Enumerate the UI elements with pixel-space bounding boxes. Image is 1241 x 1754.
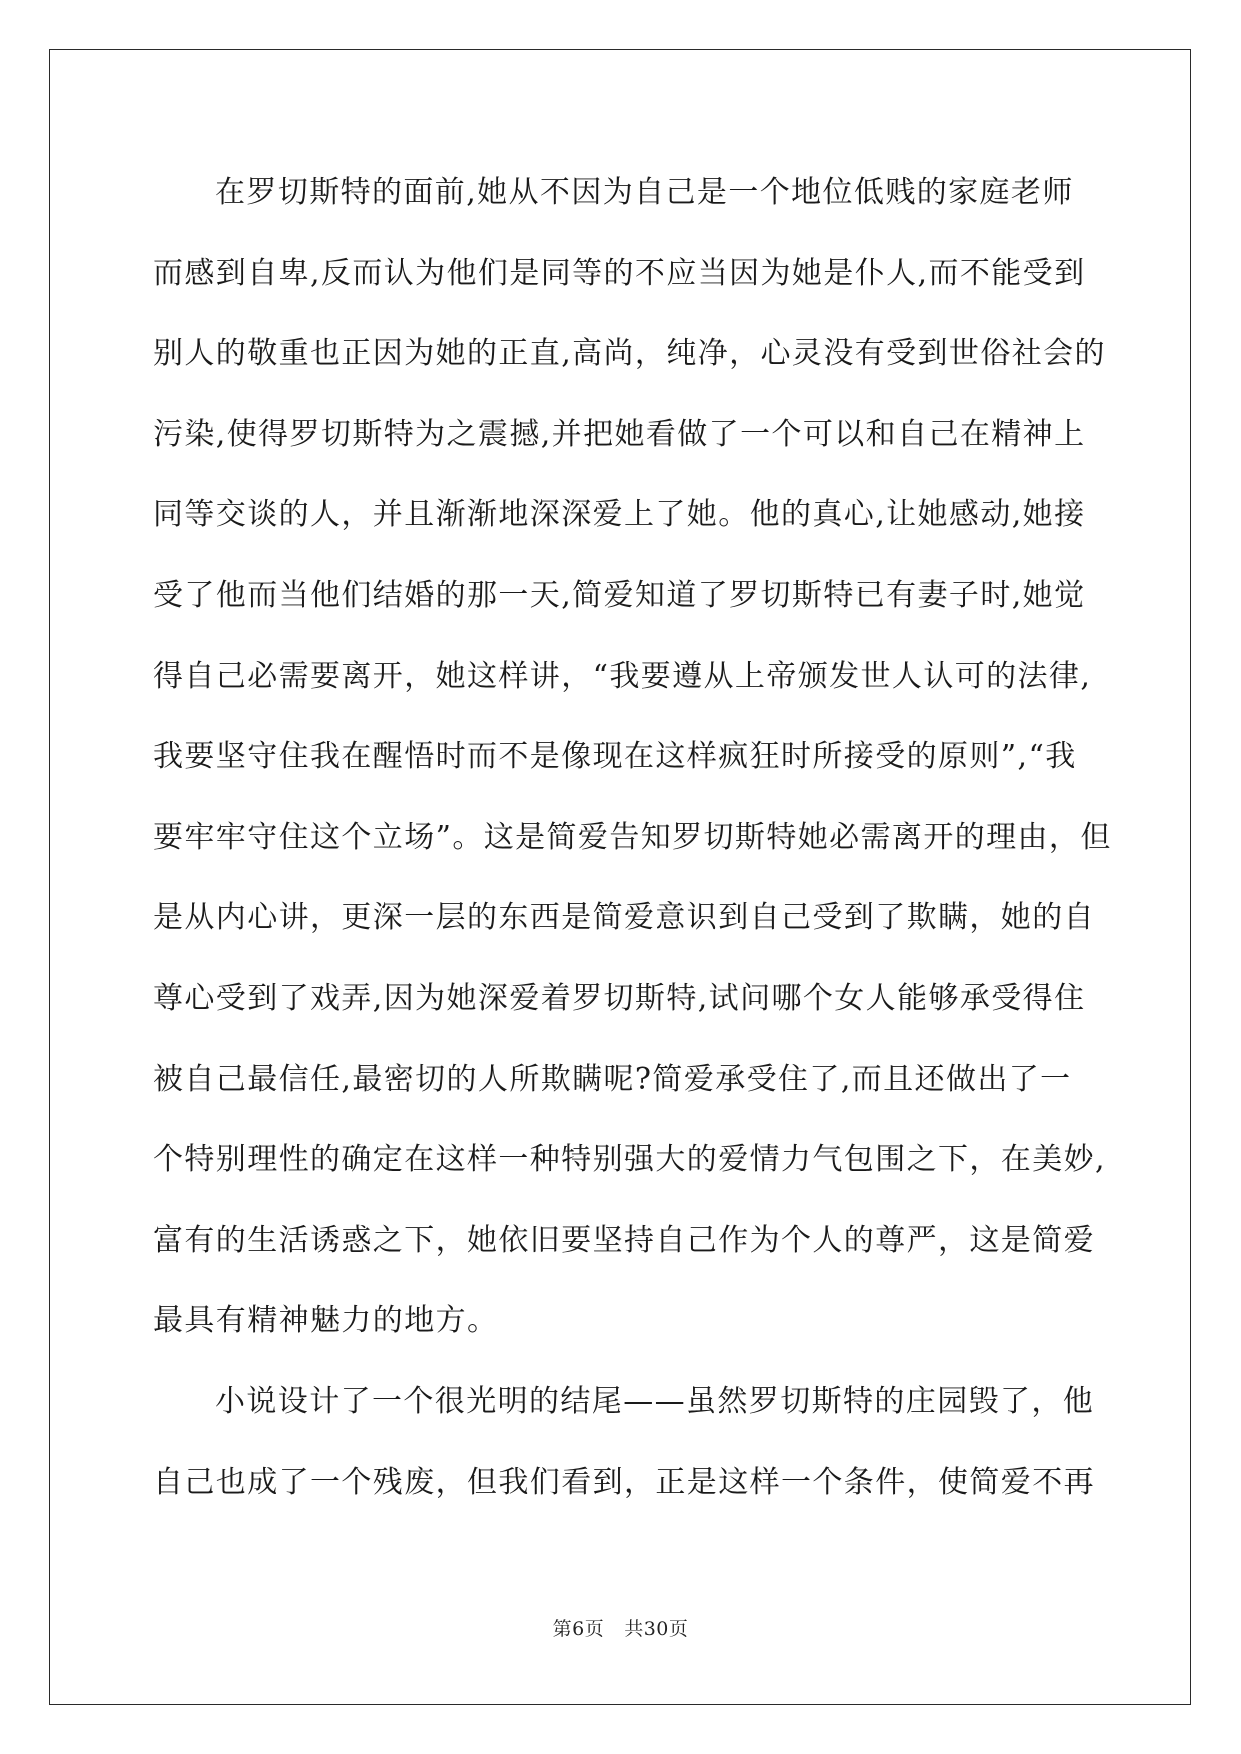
page-number: 第6页 xyxy=(552,1618,605,1640)
text-line: 是从内心讲，更深一层的东西是简爱意识到自己受到了欺瞒，她的自 xyxy=(153,900,1095,936)
document-body xyxy=(153,153,1112,1523)
text-line: 在罗切斯特的面前,她从不因为自己是一个地位低贱的家庭老师 xyxy=(215,175,1074,210)
text-line: 而感到自卑,反而认为他们是同等的不应当因为她是仆人,而不能受到 xyxy=(153,255,1086,291)
text-line: 得自己必需要离开，她这样讲，“我要遵从上帝颁发世人认可的法律, xyxy=(153,658,1092,694)
text-line: 尊心受到了戏弄,因为她深爱着罗切斯特,试问哪个女人能够承受得住 xyxy=(153,980,1086,1016)
text-line: 我要坚守住我在醒悟时而不是像现在这样疯狂时所接受的原则”,“我 xyxy=(153,739,1077,775)
page-footer xyxy=(0,1614,1241,1641)
text-line: 最具有精神魅力的地方。 xyxy=(153,1303,499,1339)
page-total: 共30页 xyxy=(624,1618,689,1640)
paragraph-2 xyxy=(153,1362,1093,1523)
text-line: 自己也成了一个残废，但我们看到，正是这样一个条件，使简爱不再 xyxy=(153,1464,1095,1500)
text-line: 受了他而当他们结婚的那一天,简爱知道了罗切斯特已有妻子时,她觉 xyxy=(153,577,1086,613)
text-line: 别人的敬重也正因为她的正直,高尚，纯净，心灵没有受到世俗社会的 xyxy=(153,336,1106,372)
text-line: 要牢牢守住这个立场”。这是简爱告知罗切斯特她必需离开的理由，但 xyxy=(153,819,1112,855)
text-line: 污染,使得罗切斯特为之震撼,并把她看做了一个可以和自己在精神上 xyxy=(153,416,1086,452)
text-line: 个特别理性的确定在这样一种特别强大的爱情力气包围之下，在美妙, xyxy=(153,1142,1106,1178)
text-line: 被自己最信任,最密切的人所欺瞒呢?简爱承受住了,而且还做出了一 xyxy=(153,1061,1072,1097)
text-line: 小说设计了一个很光明的结尾——虽然罗切斯特的庄园毁了，他 xyxy=(215,1383,1095,1419)
text-line: 同等交谈的人，并且渐渐地深深爱上了她。他的真心,让她感动,她接 xyxy=(153,497,1086,533)
paragraph-1 xyxy=(153,153,1112,1362)
text-line: 富有的生活诱惑之下，她依旧要坚持自己作为个人的尊严，这是简爱 xyxy=(153,1222,1095,1258)
